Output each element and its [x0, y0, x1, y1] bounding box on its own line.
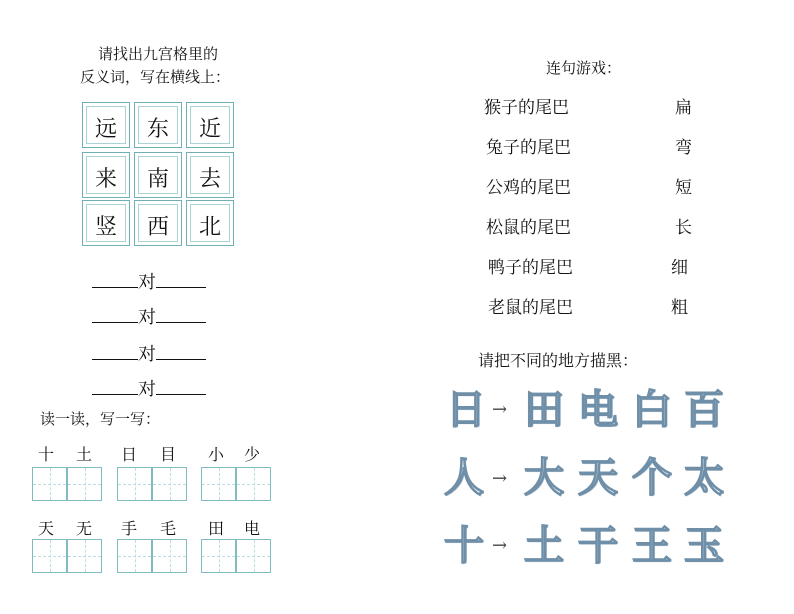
option-char[interactable]: 田: [524, 387, 564, 433]
grid-cell: 东: [134, 102, 182, 148]
subject-item[interactable]: 松鼠的尾巴: [486, 218, 571, 238]
read-write-title: 读一读，写一写：: [40, 410, 161, 428]
option-char[interactable]: 电: [578, 387, 618, 433]
adjective-item[interactable]: 短: [675, 178, 692, 198]
instruction-line-2: 反义词，写在横线上：: [80, 68, 231, 86]
antonym-line[interactable]: 对: [92, 340, 206, 366]
pair-char: 十: [38, 445, 55, 464]
adjective-item[interactable]: 扁: [675, 98, 692, 118]
pair-char: 土: [76, 445, 93, 464]
pair-char: 无: [76, 519, 93, 538]
arrow-icon: →: [492, 399, 508, 420]
grid-cell: 远: [82, 102, 130, 148]
base-char: 十: [444, 523, 484, 569]
instruction-line-1: 请找出九宫格里的: [98, 45, 219, 63]
adjective-item[interactable]: 弯: [675, 138, 692, 158]
base-char: 日: [446, 387, 486, 433]
option-char[interactable]: 个: [632, 455, 672, 501]
diff-title: 请把不同的地方描黑：: [478, 351, 639, 370]
grid-cell: 西: [134, 200, 182, 246]
pair-char: 天: [38, 519, 55, 538]
pair-char: 小: [208, 445, 225, 464]
writing-grid[interactable]: [152, 467, 187, 501]
base-char: 人: [444, 455, 484, 501]
subject-item[interactable]: 猴子的尾巴: [484, 98, 569, 118]
writing-grid[interactable]: [67, 467, 102, 501]
adjective-item[interactable]: 粗: [671, 298, 688, 318]
arrow-icon: →: [492, 468, 508, 489]
option-char[interactable]: 百: [684, 387, 724, 433]
pair-char: 电: [244, 519, 261, 538]
writing-grid[interactable]: [236, 539, 271, 573]
grid-cell: 近: [186, 102, 234, 148]
subject-item[interactable]: 老鼠的尾巴: [488, 298, 573, 318]
adjective-item[interactable]: 长: [675, 218, 692, 238]
subject-item[interactable]: 公鸡的尾巴: [486, 178, 571, 198]
arrow-icon: →: [492, 535, 508, 556]
pair-char: 少: [244, 445, 261, 464]
option-char[interactable]: 玉: [684, 523, 724, 569]
grid-cell: 竖: [82, 200, 130, 246]
grid-cell: 来: [82, 152, 130, 198]
writing-grid[interactable]: [201, 539, 236, 573]
pair-char: 目: [160, 445, 177, 464]
subject-item[interactable]: 兔子的尾巴: [486, 138, 571, 158]
option-char[interactable]: 太: [684, 455, 724, 501]
writing-grid[interactable]: [67, 539, 102, 573]
grid-cell: 南: [134, 152, 182, 198]
option-char[interactable]: 干: [578, 523, 618, 569]
option-char[interactable]: 土: [524, 523, 564, 569]
pair-char: 毛: [160, 519, 177, 538]
adjective-item[interactable]: 细: [671, 258, 688, 278]
option-char[interactable]: 白: [632, 387, 672, 433]
antonym-line[interactable]: 对: [92, 375, 206, 401]
antonym-line[interactable]: 对: [92, 303, 206, 329]
option-char[interactable]: 王: [632, 523, 672, 569]
antonym-line[interactable]: 对: [92, 268, 206, 294]
writing-grid[interactable]: [117, 467, 152, 501]
writing-grid[interactable]: [32, 539, 67, 573]
option-char[interactable]: 天: [578, 455, 618, 501]
pair-char: 手: [121, 519, 138, 538]
pair-char: 日: [121, 445, 138, 464]
writing-grid[interactable]: [201, 467, 236, 501]
writing-grid[interactable]: [32, 467, 67, 501]
writing-grid[interactable]: [152, 539, 187, 573]
game-title: 连句游戏：: [546, 59, 622, 77]
option-char[interactable]: 大: [524, 455, 564, 501]
writing-grid[interactable]: [236, 467, 271, 501]
writing-grid[interactable]: [117, 539, 152, 573]
pair-char: 田: [208, 519, 225, 538]
subject-item[interactable]: 鸭子的尾巴: [488, 258, 573, 278]
grid-cell: 去: [186, 152, 234, 198]
grid-cell: 北: [186, 200, 234, 246]
